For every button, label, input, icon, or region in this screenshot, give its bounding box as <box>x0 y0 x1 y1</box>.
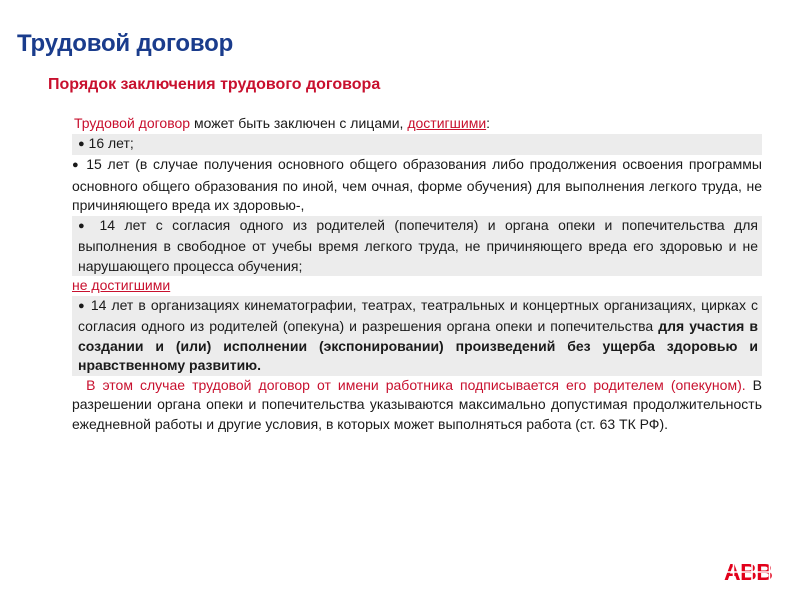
list-item-14 <box>72 216 762 277</box>
bullet-icon: ● <box>78 219 91 232</box>
intro-rest: может быть заключен с лицами, <box>190 115 408 131</box>
bullet-icon: ● <box>72 159 81 171</box>
final-red-text: В этом случае трудовой договор от имени работника подписывается его родителем (опекуном). <box>86 376 746 393</box>
item-16-text: 16 лет; <box>84 134 134 151</box>
abb-logo-text: ABB <box>724 561 773 583</box>
section-subtitle: Порядок заключения трудового договора <box>48 76 381 93</box>
item-14-text: 14 лет с согласия одного из родителей (попечителя) и органа опеки и попечительства для выполнения в свободное от учебы время легкого труда, не причиняющего вреда его здоровью и не нарушающего процесса обучения; <box>78 216 758 274</box>
reached-age-label: достигшими <box>407 115 487 131</box>
item-15-text: 15 лет (в случае получения основного общего образования либо продолжения освоения программы основного общего образования по иной, чем очная, форме обучения) для выполнения легкого труда, не причиняющего вреда их здоровью-, <box>72 156 762 213</box>
intro-colon: : <box>486 115 491 131</box>
main-text <box>72 114 762 434</box>
item-14-org-bold-text: для участия в создании и (или) исполнении (экспонировании) произведений без ущерба здоровью и нравственному развитию. <box>78 318 758 373</box>
final-paragraph <box>72 376 762 435</box>
list-item-15 <box>72 155 762 216</box>
item-14-org-text: 14 лет в организациях кинематографии, театрах, театральных и концертных организациях, цирках с согласия одного из родителей (опекуна) и разрешения органа опеки и попечительства <box>78 296 758 334</box>
list-item-14-organizations <box>72 296 762 376</box>
list-item-16 <box>72 134 762 156</box>
intro-paragraph <box>74 114 762 134</box>
page-title: Трудовой договор <box>17 30 234 57</box>
bullet-icon: ● <box>78 299 86 312</box>
intro-term: Трудовой договор <box>74 115 191 131</box>
bullet-icon: ● <box>78 137 85 150</box>
not-reached-label: не достигшими <box>72 277 171 293</box>
not-reached-paragraph <box>72 276 762 296</box>
abb-logo <box>724 561 782 583</box>
final-normal-text: В разрешении органа опеки и попечительства указываются максимально допустимая продолжительность ежедневной работы и другие условия, в которых может выполняться работа (ст. 63 ТК РФ). <box>72 376 763 432</box>
